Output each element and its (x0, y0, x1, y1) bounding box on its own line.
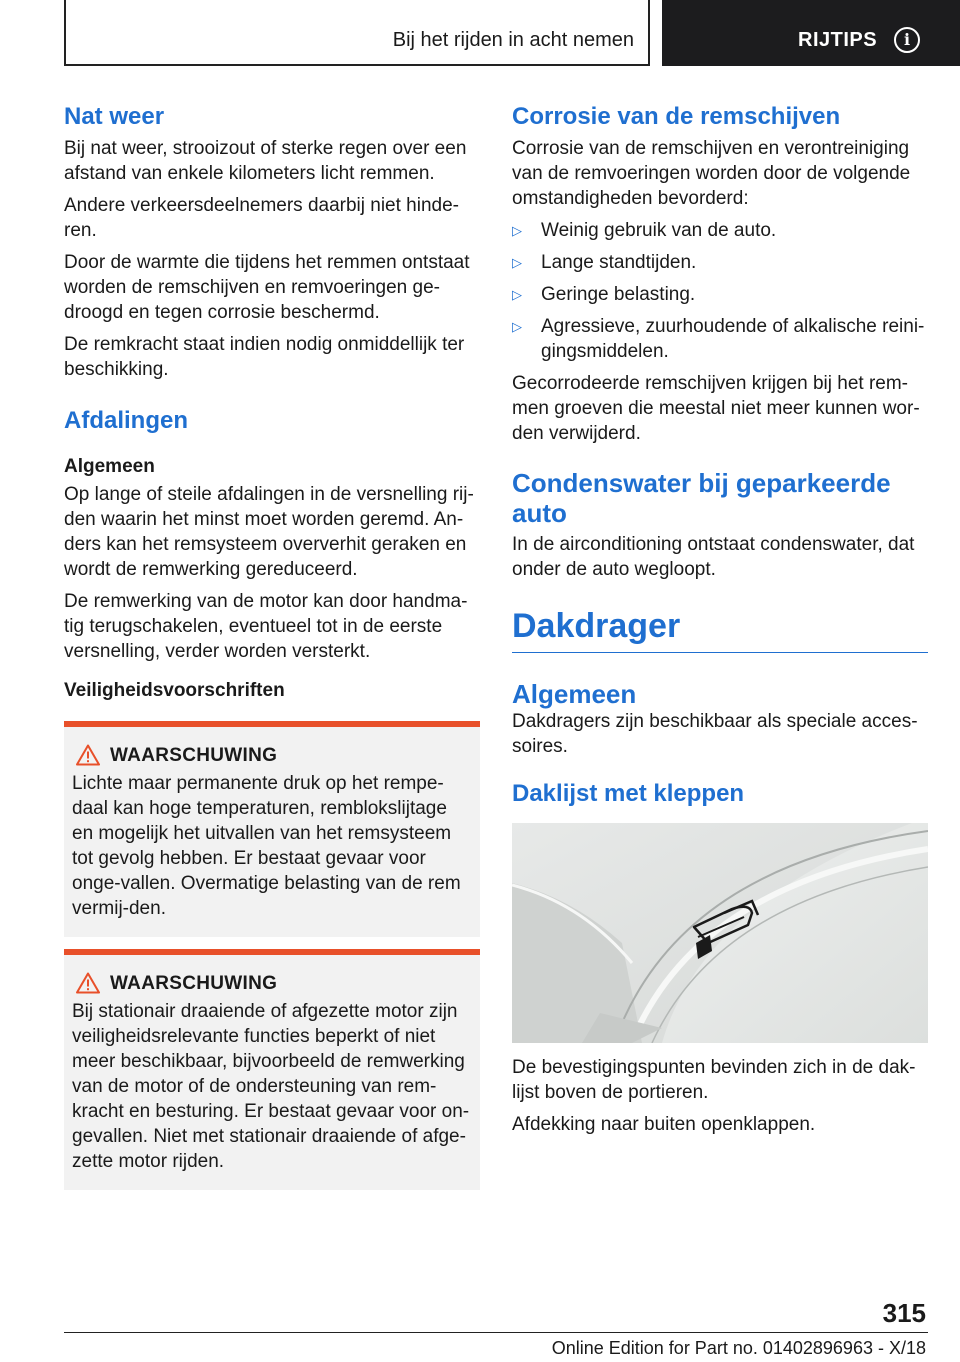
bullet-triangle-icon: ▷ (512, 223, 522, 238)
warning-title: WAARSCHUWING (110, 973, 278, 994)
heading-algemeen: Algemeen (512, 679, 637, 709)
footer-edition: Online Edition for Part no. 01402896963 - X/18 (551, 1338, 926, 1358)
left-column (64, 102, 480, 1190)
warning-header (72, 743, 472, 769)
heading-rule (512, 652, 928, 653)
heading-corrosie: Corrosie van de remschijven (512, 103, 841, 130)
list-item: ▷ Weinig gebruik van de auto. (512, 220, 777, 241)
heading-condenswater: Condenswater bij geparkeerde auto (512, 468, 891, 528)
paragraph: In de airconditioning ontstaat condenswater, dat onder de auto wegloopt. (512, 534, 915, 580)
bullet-list (512, 218, 928, 364)
paragraph: De remwerking van de motor kan door handma-tig terugschakelen, eventueel tot in de eerste versnelling, verder worden versterkt. (64, 591, 468, 662)
heading-dakdrager: Dakdrager (512, 607, 681, 645)
heading-nat-weer: Nat weer (64, 103, 165, 130)
paragraph: Dakdragers zijn beschikbaar als speciale acces-soires. (512, 711, 918, 757)
warning-title: WAARSCHUWING (110, 745, 278, 766)
bullet-triangle-icon: ▷ (512, 287, 522, 302)
warning-box (64, 721, 480, 937)
header-chapter-title: RIJTIPS (798, 29, 878, 51)
paragraph: Corrosie van de remschijven en verontreiniging van de remvoeringen worden door de volgende omstandigheden bevorderd: (512, 138, 911, 209)
paragraph: Op lange of steile afdalingen in de versnelling rij-den waarin het minst moet worden geremd. An-ders kan het remsysteem oververhit geraken en wordt de remwerking gereduceerd. (64, 484, 474, 580)
warning-triangle-icon (76, 744, 100, 766)
header-section-box (64, 0, 650, 66)
paragraph: Andere verkeersdeelnemers daarbij niet hinde-ren. (64, 195, 460, 241)
list-item: ▷ Geringe belasting. (512, 284, 696, 305)
warning-triangle-icon (76, 972, 100, 994)
subheading-veiligheidsvoorschriften: Veiligheidsvoorschriften (64, 680, 285, 701)
right-column (512, 102, 928, 1137)
warning-text: Bij stationair draaiende of afgezette motor zijn veiligheidsrelevante functies beperkt of niet meer beschikbaar, bijvoorbeeld de remwerking van de motor of de ondersteuning van rem-kracht en besturing. Er bestaat gevaar voor on-gevallen. Niet met stationair draaiende of afge-zette motor rijden. (72, 1001, 470, 1172)
paragraph: De bevestigingspunten bevinden zich in de dak-lijst boven de portieren. (512, 1057, 916, 1103)
warning-text: Lichte maar permanente druk op het rempe-daal kan hoge temperaturen, remblokslijtage en mogelijk het uitvallen van het remsysteem tot gevolg hebben. Er bestaat gevaar voor onge-vallen. Overmatige belasting van de rem vermij-den. (72, 773, 461, 919)
paragraph: Door de warmte die tijdens het remmen ontstaat worden de remschijven en remvoeringen ge-droogd en tegen corrosie beschermd. (64, 252, 470, 323)
info-icon: i (894, 27, 920, 53)
list-item: ▷ Agressieve, zuurhoudende of alkalische reini-gingsmiddelen. (512, 316, 925, 362)
header-section-title: Bij het rijden in acht nemen (392, 29, 634, 51)
heading-afdalingen: Afdalingen (64, 407, 188, 434)
bullet-triangle-icon: ▷ (512, 319, 522, 334)
warning-header (72, 971, 472, 997)
warning-box (64, 949, 480, 1190)
page-number: 315 (882, 1298, 926, 1328)
footer-rule (64, 1332, 928, 1333)
paragraph: De remkracht staat indien nodig onmiddellijk ter beschikking. (64, 334, 465, 380)
paragraph: Bij nat weer, strooizout of sterke regen over een afstand van enkele kilometers licht remmen. (64, 138, 467, 184)
bullet-triangle-icon: ▷ (512, 255, 522, 270)
roof-rail-photo (512, 823, 928, 1043)
subheading-algemeen: Algemeen (64, 456, 155, 477)
header-chapter-box (662, 0, 960, 66)
heading-daklijst: Daklijst met kleppen (512, 780, 745, 807)
paragraph: Afdekking naar buiten openklappen. (512, 1114, 816, 1135)
paragraph: Gecorrodeerde remschijven krijgen bij het rem-men groeven die meestal niet meer kunnen wor-den verwijderd. (512, 373, 920, 444)
list-item: ▷ Lange standtijden. (512, 252, 697, 273)
